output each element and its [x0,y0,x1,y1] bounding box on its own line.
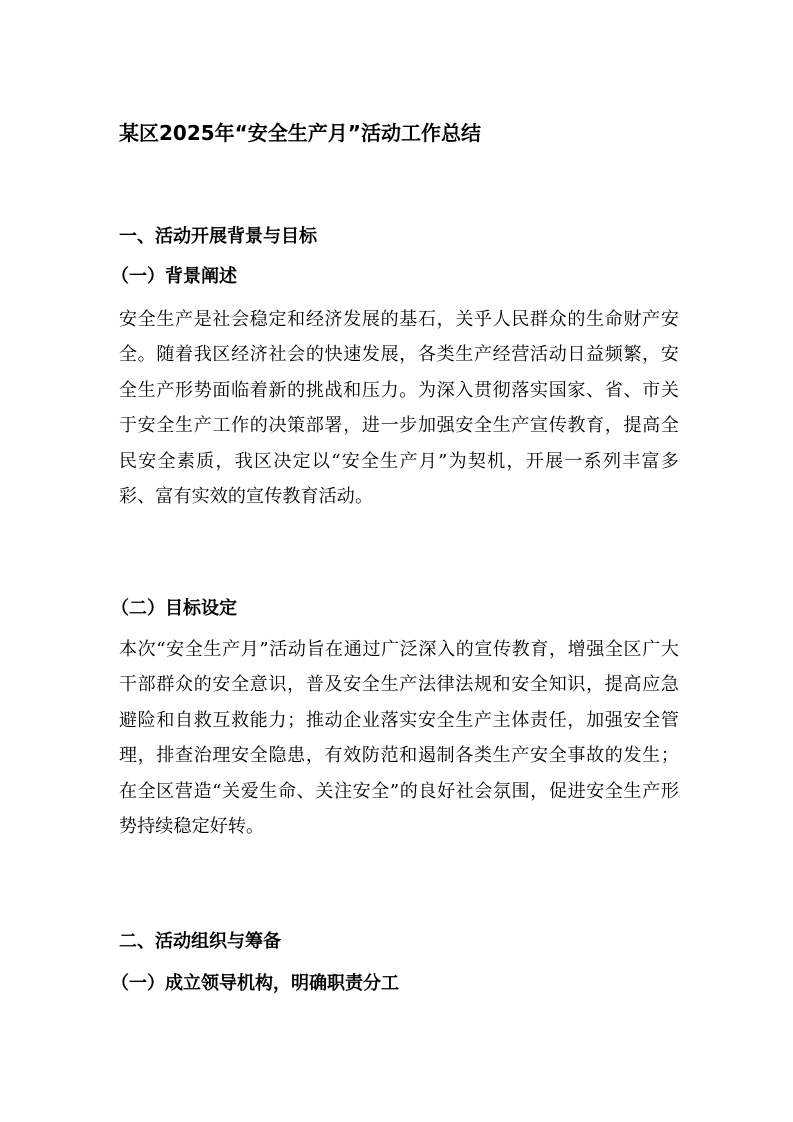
background-paragraph: 安全生产是社会稳定和经济发展的基石，关乎人民群众的生命财产安全。随着我区经济社会的快速发展，各类生产经营活动日益频繁，安全生产形势面临着新的挑战和压力。为深入贯彻落实国家、省、市关于安全生产工作的决策部署，进一步加强安全生产宣传教育，提高全民安全素质，我区决定以“安全生产月”为契机，开展一系列丰富多彩、富有实效的宣传教育活动。 [119,309,679,508]
section-1-sub-1-heading: （一）背景阐述 [111,266,237,287]
goal-paragraph: 本次“安全生产月”活动旨在通过广泛深入的宣传教育，增强全区广大干部群众的安全意识，普及安全生产法律法规和安全知识，提高应急避险和自救互救能力；推动企业落实安全生产主体责任，加强安全管理，排查治理安全隐患，有效防范和遏制各类生产安全事故的发生；在全区营造“关爱生命、关注安全”的良好社会氛围，促进安全生产形势持续稳定好转。 [119,639,679,838]
section-1-sub-2-heading: （二）目标设定 [111,598,237,619]
section-1-heading: 一、活动开展背景与目标 [119,226,317,247]
section-2-sub-1-heading: （一）成立领导机构，明确职责分工 [111,973,399,994]
section-2-heading: 二、活动组织与筹备 [119,931,281,952]
document-title: 某区2025年“安全生产月”活动工作总结 [119,121,481,145]
